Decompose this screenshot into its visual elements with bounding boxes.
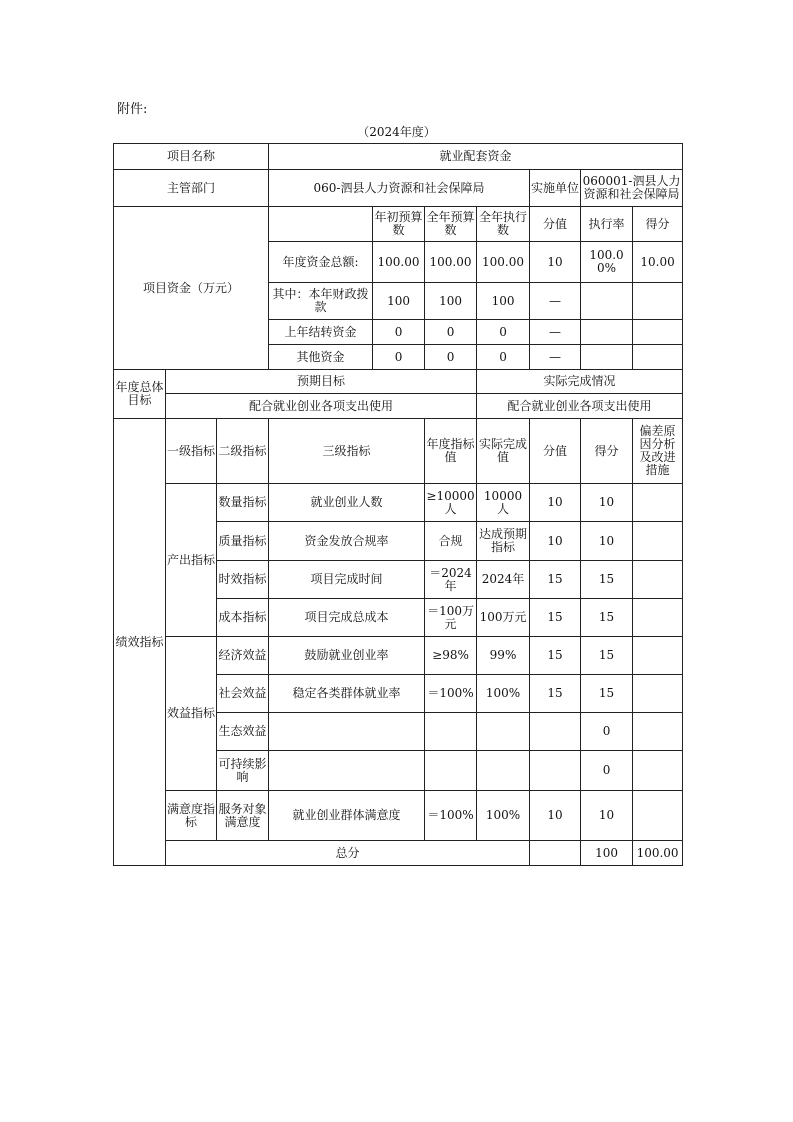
funds-rate [581, 320, 633, 345]
funds-rate [581, 345, 633, 370]
note [633, 791, 683, 841]
impl-value: 060001-泗县人力资源和社会保障局 [581, 170, 683, 207]
funds-executed: 0 [477, 320, 530, 345]
actual [477, 713, 530, 751]
value: 15 [530, 675, 581, 713]
funds-score [633, 345, 683, 370]
funds-header-executed: 全年执行数 [477, 207, 530, 242]
level3 [269, 713, 425, 751]
value [530, 751, 581, 791]
funds-initial: 100 [373, 283, 425, 320]
actual [477, 751, 530, 791]
goals-expected: 配合就业创业各项支出使用 [166, 394, 477, 419]
funds-score [633, 320, 683, 345]
funds-row-label: 年度资金总额: [269, 242, 373, 283]
funds-header-initial: 年初预算数 [373, 207, 425, 242]
level2: 时效指标 [217, 561, 269, 599]
goals-actual: 配合就业创业各项支出使用 [477, 394, 683, 419]
funds-score-value: — [530, 320, 581, 345]
funds-full-year: 100.00 [425, 242, 477, 283]
funds-initial: 0 [373, 320, 425, 345]
note [633, 751, 683, 791]
target: ＝100% [425, 791, 477, 841]
funds-header-full-year: 全年预算数 [425, 207, 477, 242]
funds-score-value: — [530, 283, 581, 320]
funds-executed: 100 [477, 283, 530, 320]
funds-row-label: 其他资金 [269, 345, 373, 370]
funds-executed: 100.00 [477, 242, 530, 283]
level3: 项目完成总成本 [269, 599, 425, 637]
perf-header-score: 得分 [581, 419, 633, 484]
value: 15 [530, 637, 581, 675]
level3: 鼓励就业创业率 [269, 637, 425, 675]
level2: 经济效益 [217, 637, 269, 675]
note [633, 713, 683, 751]
level2: 生态效益 [217, 713, 269, 751]
actual: 100% [477, 791, 530, 841]
level2: 可持续影响 [217, 751, 269, 791]
funds-row-label: 其中：本年财政拨款 [269, 283, 373, 320]
value: 15 [530, 561, 581, 599]
actual: 100万元 [477, 599, 530, 637]
target: 合规 [425, 522, 477, 561]
funds-full-year: 100 [425, 283, 477, 320]
level3: 项目完成时间 [269, 561, 425, 599]
actual: 10000人 [477, 484, 530, 522]
funds-executed: 0 [477, 345, 530, 370]
target: ＝100% [425, 675, 477, 713]
impl-label: 实施单位 [530, 170, 581, 207]
note [633, 561, 683, 599]
funds-full-year: 0 [425, 345, 477, 370]
value: 10 [530, 484, 581, 522]
target: ≥98% [425, 637, 477, 675]
level2: 质量指标 [217, 522, 269, 561]
score: 10 [581, 484, 633, 522]
funds-score [633, 283, 683, 320]
total-value: 100 [581, 841, 633, 866]
level3: 就业创业群体满意度 [269, 791, 425, 841]
funds-rate: 100.00% [581, 242, 633, 283]
total-label: 总分 [166, 841, 530, 866]
level1-benefit: 效益指标 [166, 637, 217, 791]
funds-score: 10.00 [633, 242, 683, 283]
funds-full-year: 0 [425, 320, 477, 345]
score: 0 [581, 713, 633, 751]
actual: 99% [477, 637, 530, 675]
funds-header-rate: 执行率 [581, 207, 633, 242]
score: 15 [581, 561, 633, 599]
year-title: （2024年度） [357, 125, 436, 139]
perf-header-level1: 一级指标 [166, 419, 217, 484]
total-score: 100.00 [633, 841, 683, 866]
level2: 社会效益 [217, 675, 269, 713]
note [633, 522, 683, 561]
project-name: 就业配套资金 [269, 144, 683, 170]
funds-row-label: 上年结转资金 [269, 320, 373, 345]
goals-actual-label: 实际完成情况 [477, 370, 683, 394]
funds-initial: 100.00 [373, 242, 425, 283]
perf-header-actual: 实际完成值 [477, 419, 530, 484]
note [633, 599, 683, 637]
performance-table [113, 143, 683, 866]
level3: 就业创业人数 [269, 484, 425, 522]
attachment-label: 附件: [117, 102, 148, 117]
level3: 资金发放合规率 [269, 522, 425, 561]
level2: 数量指标 [217, 484, 269, 522]
funds-header-score-value: 分值 [530, 207, 581, 242]
score: 0 [581, 751, 633, 791]
level1-satisfaction: 满意度指标 [166, 791, 217, 841]
target: ＝100万元 [425, 599, 477, 637]
dept-value: 060-泗县人力资源和社会保障局 [269, 170, 530, 207]
funds-score-value: — [530, 345, 581, 370]
dept-label: 主管部门 [114, 170, 269, 207]
total-actual [530, 841, 581, 866]
target [425, 751, 477, 791]
perf-header-target: 年度指标值 [425, 419, 477, 484]
actual: 100% [477, 675, 530, 713]
goals-label: 年度总体目标 [114, 370, 166, 419]
perf-header-note: 偏差原因分析及改进措施 [633, 419, 683, 484]
value: 15 [530, 599, 581, 637]
score: 15 [581, 675, 633, 713]
level1-output: 产出指标 [166, 484, 217, 637]
perf-header-value: 分值 [530, 419, 581, 484]
perf-header-level3: 三级指标 [269, 419, 425, 484]
value [530, 713, 581, 751]
score: 10 [581, 791, 633, 841]
target [425, 713, 477, 751]
score: 15 [581, 599, 633, 637]
target: ＝2024年 [425, 561, 477, 599]
value: 10 [530, 791, 581, 841]
note [633, 484, 683, 522]
funds-score-value: 10 [530, 242, 581, 283]
funds-rate [581, 283, 633, 320]
level2: 成本指标 [217, 599, 269, 637]
actual: 2024年 [477, 561, 530, 599]
funds-header-blank [269, 207, 373, 242]
value: 10 [530, 522, 581, 561]
level3: 稳定各类群体就业率 [269, 675, 425, 713]
goals-expected-label: 预期目标 [166, 370, 477, 394]
target: ≥10000人 [425, 484, 477, 522]
note [633, 675, 683, 713]
actual: 达成预期指标 [477, 522, 530, 561]
note [633, 637, 683, 675]
funds-initial: 0 [373, 345, 425, 370]
funds-header-score: 得分 [633, 207, 683, 242]
funds-label: 项目资金（万元） [114, 207, 269, 370]
performance-label: 绩效指标 [114, 419, 166, 866]
score: 15 [581, 637, 633, 675]
level3 [269, 751, 425, 791]
project-name-label: 项目名称 [114, 144, 269, 170]
score: 10 [581, 522, 633, 561]
perf-header-level2: 二级指标 [217, 419, 269, 484]
level2: 服务对象满意度 [217, 791, 269, 841]
